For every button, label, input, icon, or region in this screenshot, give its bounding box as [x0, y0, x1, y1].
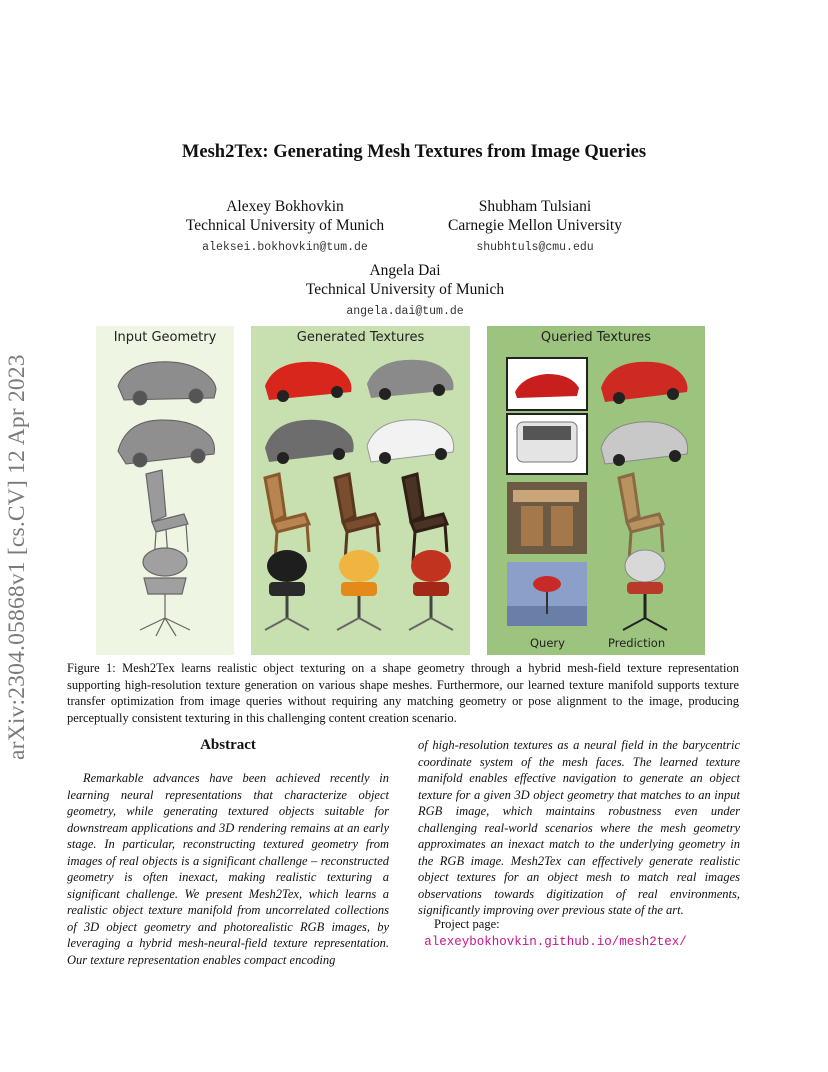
prediction-label: Prediction	[608, 636, 666, 650]
abstract-text-right: of high-resolution textures as a neural field in the barycentric coordinate system of the mesh faces. The learned texture manifold enables effective navigation to generate an object texture for a given 3D object geometry that matches to an input RGB image, which maintains robustness even under challenging real-world scenarios where the mesh geometry approximates an inexact match to the underlying geometry in the RGB image. Mesh2Tex can effectively generate realistic object textures for an object mesh to match real images observations towards digitization of real environments, significantly improving over previous state of the art.	[418, 738, 740, 917]
author-block-3	[270, 261, 540, 321]
gray-car-mesh-icon	[118, 362, 216, 405]
dark-gray-car-icon	[265, 420, 354, 464]
input-geometry-renders	[96, 326, 234, 655]
query-label: Query	[530, 636, 565, 650]
queried-textures-panel	[487, 326, 705, 655]
panel-label: Generated Textures	[296, 330, 425, 345]
predicted-office-chair-icon	[623, 550, 667, 630]
abstract-heading: Abstract	[200, 737, 256, 753]
project-link[interactable]: alexeybokhovkin.github.io/mesh2tex/	[424, 934, 687, 949]
predicted-wood-chair-icon	[619, 474, 663, 562]
figure-caption: Figure 1: Mesh2Tex learns realistic object texturing on a shape geometry through a hybrid mesh-field texture representation supporting high-resolution texture generation on various shape meshes. Furthermore, our learned texture manifold supports texture transfer optimization from image queries without requiring any matching geometry or pose alignment to the image, producing perceptually consistent texturing in this challenging content creation scenario.	[67, 661, 739, 725]
author-email[interactable]: shubhtuls@cmu.edu	[476, 241, 594, 254]
author-name: Shubham Tulsiani	[478, 198, 592, 215]
author-affiliation: Technical University of Munich	[305, 281, 505, 298]
author-email[interactable]: angela.dai@tum.de	[346, 305, 464, 318]
panel-label: Queried Textures	[540, 330, 652, 345]
brown-chair-icon	[335, 474, 379, 562]
panel-label: Input Geometry	[113, 330, 217, 345]
paper-title: Mesh2Tex: Generating Mesh Textures from Image Queries	[181, 142, 647, 162]
query-photo-red-car-icon	[507, 358, 587, 410]
query-photo-table-chairs-icon	[507, 482, 587, 554]
gray-car-icon	[367, 360, 454, 400]
teaser-figure	[96, 326, 705, 655]
gray-office-chair-mesh-icon	[140, 548, 190, 636]
author-block-2	[410, 197, 660, 257]
predicted-silver-car-icon	[601, 422, 688, 466]
author-block-1	[170, 197, 400, 257]
orange-office-chair-icon	[337, 550, 381, 630]
author-email[interactable]: aleksei.bokhovkin@tum.de	[202, 241, 368, 254]
queried-texture-renders	[487, 326, 705, 655]
red-car-icon	[265, 362, 352, 402]
author-name: Angela Dai	[369, 262, 441, 279]
black-office-chair-icon	[265, 550, 309, 630]
white-car-icon	[367, 420, 454, 464]
input-geometry-panel	[96, 326, 234, 655]
abstract-text-left: Remarkable advances have been achieved recently in learning neural representations that characterize object geometry, while generating textured objects suitable for downstream applications and 3D rendering remains at an early stage. In particular, reconstructing textured geometry from images of real objects is a significant challenge – reconstructed geometry is often inexact, making realistic texturing a significant challenge. We present Mesh2Tex, which learns a realistic object texture manifold from uncorrelated collections of 3D object geometry and photorealistic RGB images, by leveraging a hybrid mesh-neural-field texture representation. Our texture representation enables compact encoding	[67, 771, 389, 967]
red-office-chair-icon	[409, 550, 453, 630]
arxiv-identifier: arXiv:2304.05868v1 [cs.CV] 12 Apr 2023	[4, 354, 30, 760]
author-name: Alexey Bokhovkin	[226, 198, 344, 215]
author-affiliation: Carnegie Mellon University	[448, 217, 622, 234]
project-label: Project page:	[434, 917, 500, 931]
wooden-chair-icon	[265, 474, 309, 562]
query-photo-white-car-icon	[507, 414, 587, 474]
gray-car-mesh-icon	[118, 420, 215, 467]
generated-texture-renders	[251, 326, 470, 655]
generated-textures-panel	[251, 326, 470, 655]
author-affiliation: Technical University of Munich	[185, 217, 385, 234]
predicted-red-car-icon	[601, 362, 688, 404]
query-photo-office-chair-icon	[507, 562, 587, 626]
project-page	[418, 916, 740, 950]
dark-wood-chair-icon	[403, 474, 447, 562]
